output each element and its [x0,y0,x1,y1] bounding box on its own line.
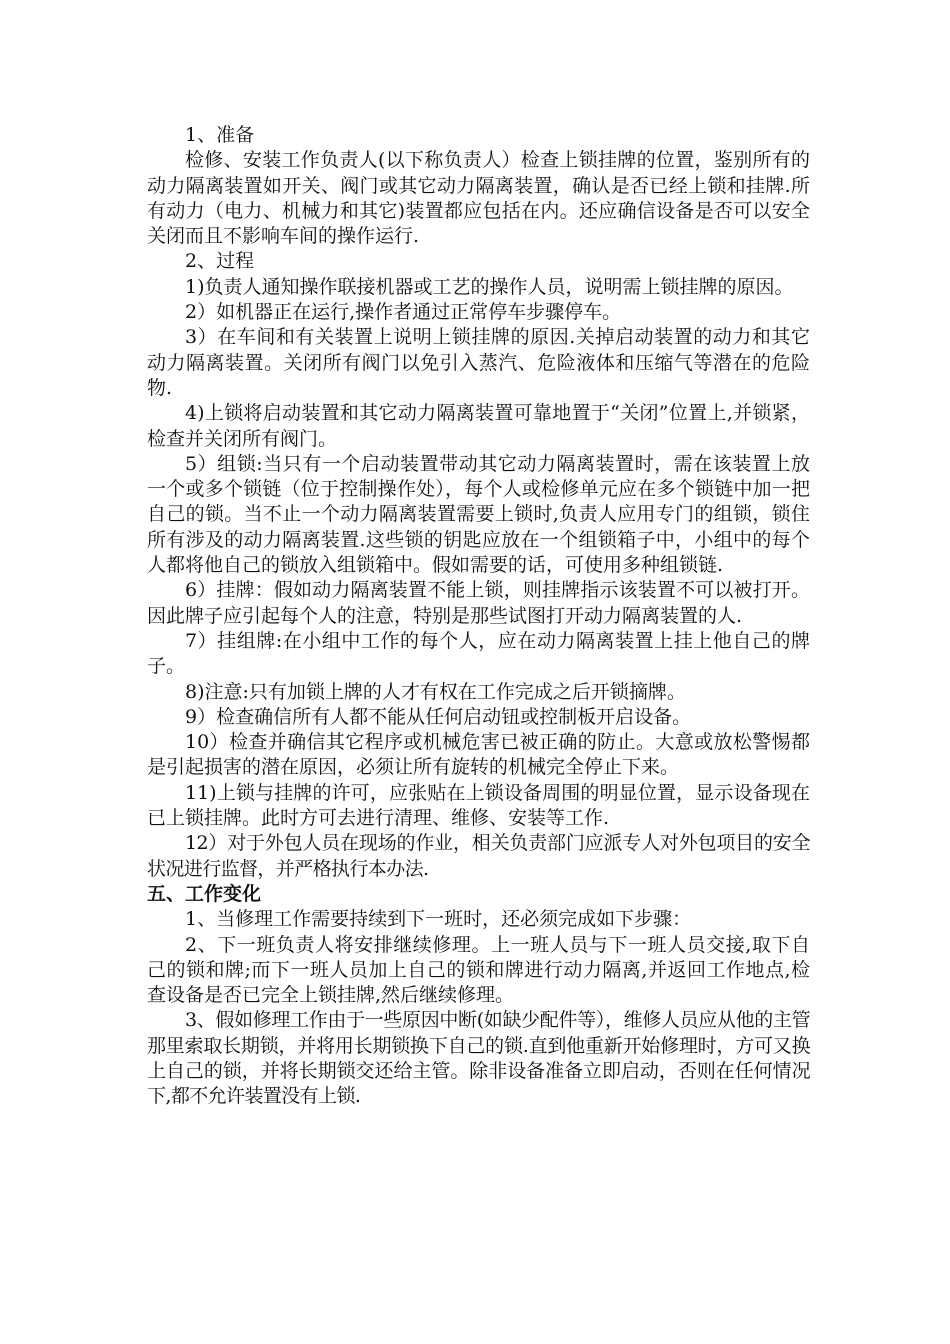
document-page [147,123,810,1110]
paragraph: 1、当修理工作需要持续到下一班时，还必须完成如下步骤： [185,908,692,931]
step-paragraph: 8)注意:只有加锁上牌的人才有权在工作完成之后开锁摘牌。 [185,680,686,703]
sub-heading-preparation: 1、准备 [185,124,255,146]
step-paragraph: 6）挂牌：假如动力隔离装置不能上锁，则挂牌指示该装置不可以被打开。因此牌子应引起每个人的注意，特别是那些试图打开动力隔离装置的人. [147,579,810,627]
paragraph: 检修、安装工作负责人(以下称负责人）检查上锁挂牌的位置，鉴别所有的动力隔离装置如开关、阀门或其它动力隔离装置，确认是否已经上锁和挂牌.所有动力（电力、机械力和其它)装置都应包括在内。还应确信设备是否可以安全关闭而且不影响车间的操作运行. [147,149,810,248]
step-paragraph: 5）组锁:当只有一个启动装置带动其它动力隔离装置时，需在该装置上放一个或多个锁链（位于控制操作处），每个人或检修单元应在多个锁链中加一把自己的锁。当不止一个动力隔离装置需要上锁时,负责人应用专门的组锁，锁住所有涉及的动力隔离装置.这些锁的钥匙应放在一个组锁箱子中，小组中的每个人都将他自己的锁放入组锁箱中。假如需要的话，可使用多种组锁链. [147,452,810,577]
step-paragraph: 2）如机器正在运行,操作者通过正常停车步骤停车。 [185,301,622,324]
step-paragraph: 1)负责人通知操作联接机器或工艺的操作人员，说明需上锁挂牌的原因。 [185,275,794,298]
step-paragraph: 9）检查确信所有人都不能从任何启动钮或控制板开启设备。 [185,705,692,728]
step-paragraph: 10）检查并确信其它程序或机械危害已被正确的防止。大意或放松警惕都是引起损害的潜在原因，必须让所有旋转的机械完全停止下来。 [147,731,810,779]
step-paragraph: 3）在车间和有关装置上说明上锁挂牌的原因.关掉启动装置的动力和其它动力隔离装置。关闭所有阀门以免引入蒸汽、危险液体和压缩气等潜在的危险物. [147,326,810,399]
section-heading: 五、工作变化 [147,882,262,905]
step-paragraph: 12）对于外包人员在现场的作业，相关负责部门应派专人对外包项目的安全状况进行监督，并严格执行本办法. [147,832,810,880]
step-paragraph: 7）挂组牌:在小组中工作的每个人，应在动力隔离装置上挂上他自己的牌子。 [147,629,810,678]
step-paragraph: 4)上锁将启动装置和其它动力隔离装置可靠地置于“关闭”位置上,并锁紧，检查并关闭所有阀门。 [147,402,810,450]
paragraph: 2、下一班负责人将安排继续修理。上一班人员与下一班人员交接,取下自己的锁和牌;而下一班人员加上自己的锁和牌进行动力隔离,并返回工作地点,检查设备是否已完全上锁挂牌,然后继续修理。 [147,933,810,1007]
paragraph: 3、假如修理工作由于一些原因中断(如缺少配件等），维修人员应从他的主管那里索取长期锁，并将用长期锁换下自己的锁.直到他重新开始修理时，方可又换上自己的锁，并将长期锁交还给主管。除非设备准备立即启动，否则在任何情况下,都不允许装置没有上锁. [147,1009,810,1108]
step-paragraph: 11)上锁与挂牌的许可，应张贴在上锁设备周围的明显位置，显示设备现在已上锁挂牌。此时方可去进行清理、维修、安装等工作. [147,781,810,830]
sub-heading-process: 2、过程 [185,250,255,273]
